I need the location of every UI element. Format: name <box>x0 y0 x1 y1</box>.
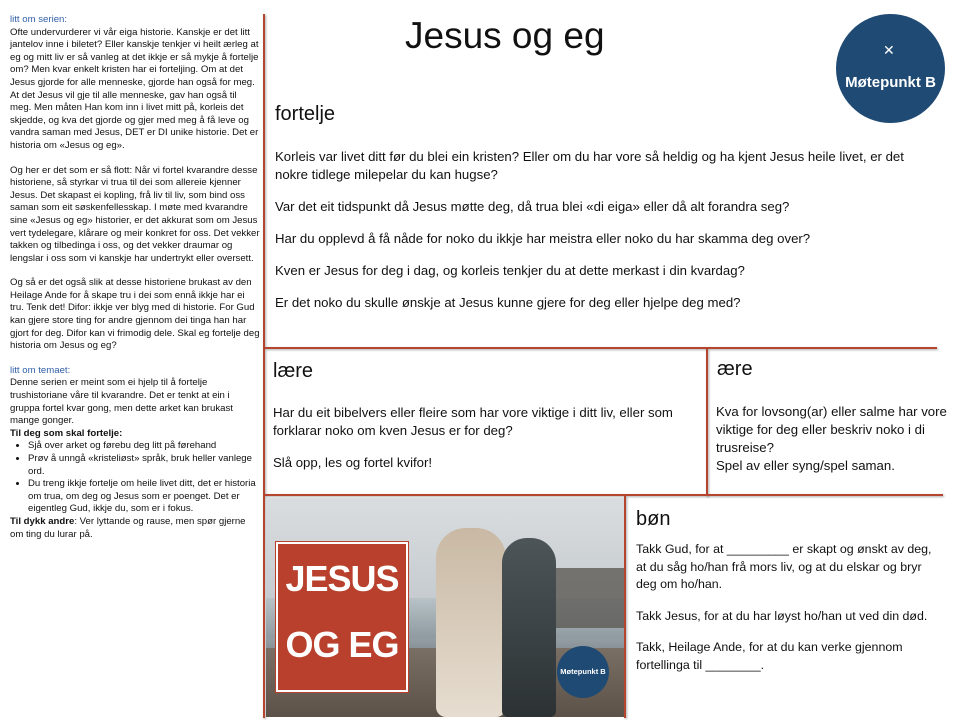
bon-heading: bøn <box>636 508 671 530</box>
question: Har du opplevd å få nåde for noko du ikkje har meistra eller noko du har skamma deg over? <box>275 231 811 246</box>
series-info-column <box>10 14 260 541</box>
page-title: Jesus og eg <box>405 15 605 56</box>
fortelje-questions <box>275 148 937 326</box>
moetepunkt-logo <box>836 14 945 123</box>
series-info-heading: litt om serien: <box>10 14 68 25</box>
laere-heading: lære <box>273 360 314 382</box>
horizontal-divider <box>265 494 943 496</box>
question: Korleis var livet ditt før du blei ein kristen? Eller om du har vore så heldig og ha kjent Jesus heile livet, er det nokre tidlege milepelar du kan hugse? <box>275 149 904 182</box>
aere-instruction: Spel av eller syng/spel saman. <box>716 458 895 473</box>
series-info-paragraph: Og så er det også slik at desse historiene brukast av den Heilage Ande for å skape tru i dei som ennå ikkje har ei tru. Tenk det! Difor: ikkje ver blyg med di historie. For Gud kan gjere store ting for andre gjennom dei tinga han har gjort for deg. Difor kan vi frimodig dele. Skal eg fortelje deg historia om Jesus og eg? <box>10 277 260 352</box>
list-item: • Prøv å unngå «kristeliøst» språk, bruk heller vanlege ord. <box>28 453 260 478</box>
series-info-paragraph: Ofte undervurderer vi vår eiga historie. Kanskje er det litt jantelov inne i biletet? Eller kanskje tenkjer vi heilt ærleg at eg og mitt liv er så vanleg at det ikkje er så mykje å fortelje om? Men kvar enkelt kristen har ei forteljing. Om at det Jesus gjorde for alle menneske, gjorde han også for meg. At det Jesus vil gje til alle menneske, gav han også til meg. Men måten Han kom inn i livet mitt på, korleis det skjedde, og kva det gjorde og gjer med meg å få leve og vandra saman med Jesus, DET er DI unike historie. Det er historia om «Jesus og eg». <box>10 26 259 151</box>
photo-logo: Møtepunkt B <box>557 646 609 698</box>
listener-instructions-heading: Til dykk andre <box>10 515 75 527</box>
horizontal-divider <box>265 347 937 349</box>
aere-question: Kva for lovsong(ar) eller salme har vore viktige for deg eller beskriv noko i di trusreise? <box>716 404 947 455</box>
vertical-divider <box>263 14 265 718</box>
cross-fish-icon: ✕ <box>883 42 895 58</box>
question: Kven er Jesus for deg i dag, og korleis tenkjer du at dette merkast i din kvardag? <box>275 263 745 278</box>
jesus-og-eg-title-box <box>276 542 408 692</box>
title-box-line: JESUS <box>285 558 399 599</box>
jesus-og-eg-photo <box>266 498 624 717</box>
series-info-paragraph: Og her er det som er så flott: Når vi fortel kvarandre desse historiene, så styrkar vi trua til dei som allereie kjenner Jesus. Det skapast ei kopling, frå liv til liv, som bind oss saman som eit søskenfellesskap. I møte med kvarandre sine «Jesus og eg» historier, er det akkurat som om Jesus vert tydelegare, klårare og meir konkret for oss. Det vekker takken og tilbedinga i oss, og det vekker draumar og lengslar i oss som vi kanskje har undertrykt eller oversett. <box>10 164 260 264</box>
prayer-paragraph: Takk Jesus, for at du har løyst ho/han ut ved din død. <box>636 608 928 623</box>
theme-info-paragraph: Denne serien er meint som ei hjelp til å fortelje trushistoriane våre til kvarandre. Det er tenkt at ein i gruppa fortel kvar gong, men dette arket kan brukast mange gonger. <box>10 377 233 427</box>
prayer-paragraph: Takk Gud, for at _________ er skapt og ønskt av deg, at du såg ho/han frå mors liv, og at du elskar og bryr deg om ho/han. <box>636 542 932 592</box>
teller-instructions-heading: Til deg som skal fortelje: <box>10 427 123 439</box>
laere-question: Har du eit bibelvers eller fleire som har vore viktige i ditt liv, eller som forklarar noko om kven Jesus er for deg? <box>273 405 673 438</box>
teller-instructions-list <box>10 440 260 516</box>
listener-instructions-text: : Ver lyttande og rause, men spør gjerne om ting du lurar på. <box>10 515 246 540</box>
list-item: • Sjå over arket og førebu deg litt på førehand <box>28 440 260 453</box>
question: Var det eit tidspunkt då Jesus møtte deg, då trua blei «di eiga» eller då alt forandra seg? <box>275 199 790 214</box>
prayer-paragraph: Takk, Heilage Ande, for at du kan verke gjennom fortellinga til ________. <box>636 640 903 672</box>
aere-text <box>716 403 948 475</box>
theme-info-heading: litt om temaet: <box>10 364 71 376</box>
laere-text <box>273 404 697 486</box>
vertical-divider <box>624 496 626 718</box>
aere-heading: ære <box>717 358 753 380</box>
listener-instructions <box>10 516 260 541</box>
question: Er det noko du skulle ønskje at Jesus kunne gjere for deg eller hjelpe deg med? <box>275 295 741 310</box>
fortelje-heading: fortelje <box>275 103 336 125</box>
laere-instruction: Slå opp, les og fortel kvifor! <box>273 455 433 470</box>
bon-text <box>636 541 936 675</box>
list-item: • Du treng ikkje fortelje om heile livet ditt, det er historia om trua, om deg og Jesus som er poenget. Det er eigentleg Gud, ikkje du, som er i fokus. <box>28 478 260 516</box>
man-figure <box>502 538 556 717</box>
title-box-line: OG EG <box>285 624 399 665</box>
logo-text: Møtepunkt B <box>845 74 936 91</box>
robed-figure <box>436 528 506 717</box>
vertical-divider <box>706 349 708 496</box>
